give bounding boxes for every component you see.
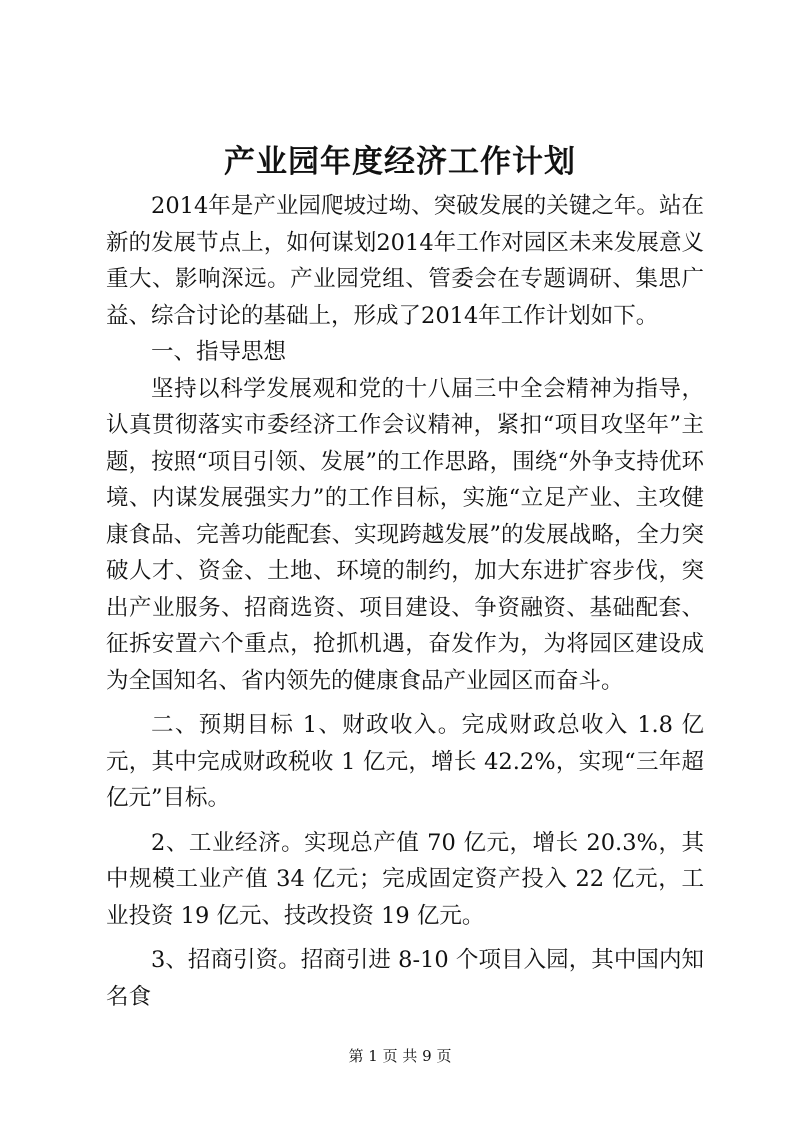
paragraph-investment-attraction: 3、招商引资。招商引进 8-10 个项目入园，其中国内知名食 — [106, 947, 704, 1010]
section-heading-guiding-ideology: 一、指导思想 — [151, 339, 287, 365]
paragraph-intro: 2014年是产业园爬坡过坳、突破发展的关键之年。站在新的发展节点上，如何谋划2014年工作对园区未来发展意义重大、影响深远。产业园党组、管委会在专题调研、集思广益、综合讨论的基础上，形成了2014年工作计划如下。 — [106, 193, 704, 329]
paragraph-guiding-ideology: 坚持以科学发展观和党的十八届三中全会精神为指导，认真贯彻落实市委经济工作会议精神，紧扣“项目攻坚年”主题，按照“项目引领、发展”的工作思路，围绕“外争支持优环境、内谋发展强实力”的工作目标，实施“立足产业、主攻健康食品、完善功能配套、实现跨越发展”的发展战略，全力突破人才、资金、土地、环境的制约，加大东进扩容步伐，突出产业服务、招商选资、项目建设、争资融资、基础配套、征拆安置六个重点，抢抓机遇，奋发作为，为将园区建设成为全国知名、省内领先的健康食品产业园区而奋斗。 — [106, 375, 704, 694]
paragraph-industrial-economy: 2、工业经济。实现总产值 70 亿元，增长 20.3%，其中规模工业产值 34 亿元；完成固定资产投入 22 亿元，工业投资 19 亿元、技改投资 19 亿元。 — [106, 829, 704, 929]
document-body — [106, 188, 704, 1015]
page-footer: 第 1 页 共 9 页 — [348, 1047, 452, 1065]
paragraph-expected-goals-fiscal: 二、预期目标 1、财政收入。完成财政总收入 1.8 亿元，其中完成财政税收 1 亿元，增长 42.2%，实现“三年超亿元”目标。 — [106, 712, 704, 811]
document-title: 产业园年度经济工作计划 — [224, 144, 576, 180]
